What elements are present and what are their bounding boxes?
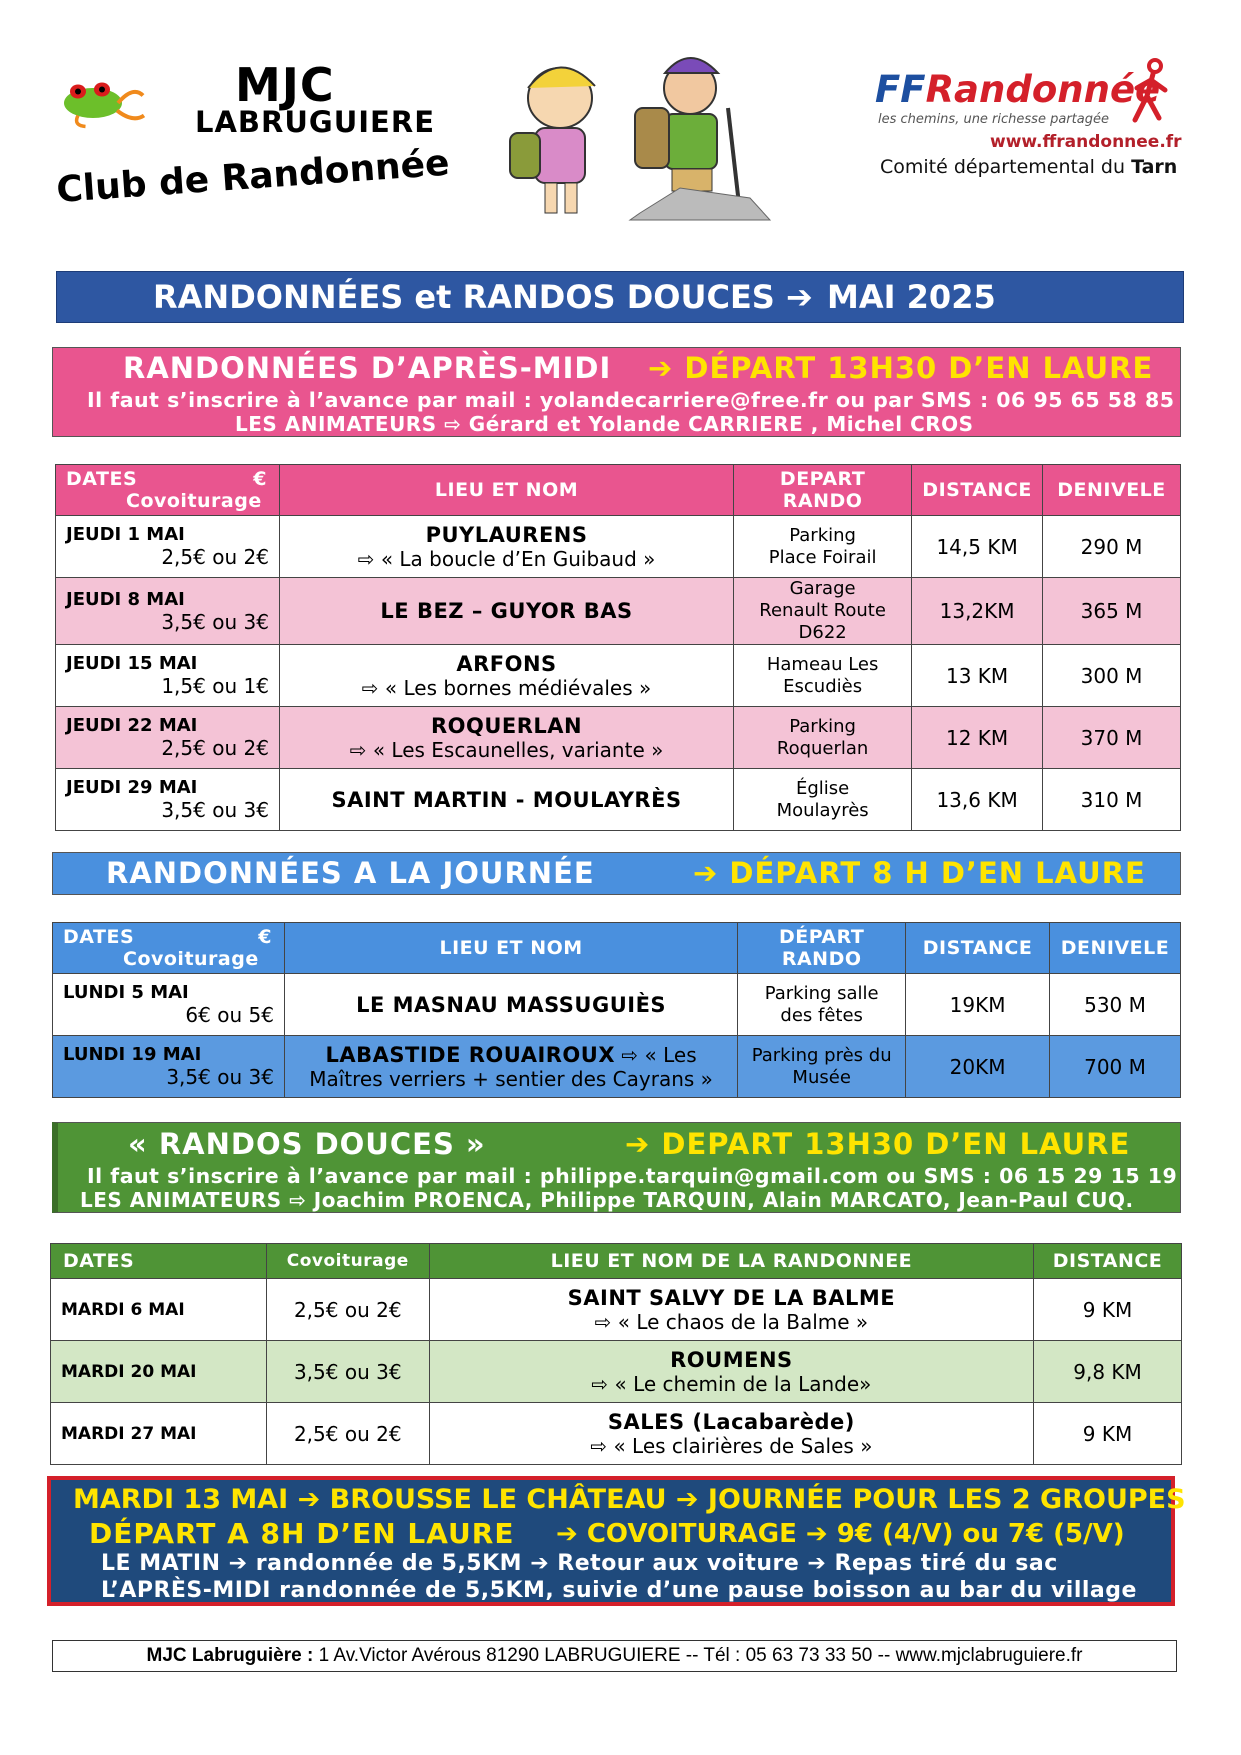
header-depart: DÉPART RANDO bbox=[738, 923, 906, 974]
special-line2a: DÉPART A 8H D’EN LAURE bbox=[89, 1517, 515, 1550]
special-line2b: ➔ COVOITURAGE ➔ 9€ (4/V) ou 7€ (5/V) bbox=[556, 1519, 1125, 1549]
header-lieu: LIEU ET NOM bbox=[284, 923, 737, 974]
table-row: JEUDI 8 MAI 3,5€ ou 3€ LE BEZ – GUYOR BAS Garage Renault Route D622 13,2KM 365 M bbox=[56, 578, 1181, 645]
douces-inscription: Il faut s’inscrire à l’avance par mail : philippe.tarquin@gmail.com ou SMS : 06 15 29 15 19 bbox=[87, 1164, 1178, 1188]
mjc-name: MJC bbox=[235, 58, 335, 112]
table-row: JEUDI 22 MAI 2,5€ ou 2€ ROQUERLAN ⇨ « Les Escaunelles, variante » Parking Roquerlan 12 KM 370 M bbox=[56, 707, 1181, 769]
special-line4: L’APRÈS-MIDI randonnée de 5,5KM, suivie d’une pause boisson au bar du village bbox=[101, 1578, 1137, 1603]
header-denivele: DENIVELE bbox=[1043, 465, 1181, 516]
special-line3: LE MATIN ➔ randonnée de 5,5KM ➔ Retour aux voiture ➔ Repas tiré du sac bbox=[101, 1551, 1058, 1576]
douces-depart: ➔ DEPART 13H30 D’EN LAURE bbox=[625, 1127, 1131, 1161]
footer-contact: 1 Av.Victor Avérous 81290 LABRUGUIERE -- Tél : 05 63 73 33 50 -- www.mjclabruguiere.fr bbox=[313, 1645, 1083, 1666]
ffrandonnee-walker-icon bbox=[1125, 58, 1175, 128]
footer-org: MJC Labruguière : bbox=[146, 1645, 314, 1666]
header-lieu: LIEU ET NOM DE LA RANDONNEE bbox=[429, 1244, 1033, 1279]
table-row: MARDI 20 MAI 3,5€ ou 3€ ROUMENS ⇨ « Le chemin de la Lande» 9,8 KM bbox=[51, 1341, 1182, 1403]
header-distance: DISTANCE bbox=[906, 923, 1050, 974]
apres-midi-inscription: Il faut s’inscrire à l’avance par mail : yolandecarriere@free.fr ou par SMS : 06 95 65 58 85 bbox=[87, 388, 1175, 412]
journee-title: RANDONNÉES A LA JOURNÉE bbox=[106, 856, 595, 890]
table-row: JEUDI 15 MAI 1,5€ ou 1€ ARFONS ⇨ « Les bornes médiévales » Hameau Les Escudiès 13 KM 300 M bbox=[56, 645, 1181, 707]
table-row: LUNDI 5 MAI 6€ ou 5€ LE MASNAU MASSUGUIÈS Parking salle des fêtes 19KM 530 M bbox=[53, 974, 1181, 1036]
table-row: JEUDI 1 MAI 2,5€ ou 2€ PUYLAURENS ⇨ « La boucle d’En Guibaud » Parking Place Foirail 14,5 KM 290 M bbox=[56, 516, 1181, 578]
header-denivele: DENIVELE bbox=[1050, 923, 1181, 974]
special-line1: MARDI 13 MAI ➔ BROUSSE LE CHÂTEAU ➔ JOURNÉE POUR LES 2 GROUPES bbox=[73, 1484, 1186, 1515]
apres-midi-table bbox=[55, 464, 1181, 831]
header-dates: DATES € Covoiturage bbox=[53, 923, 285, 974]
header-dates: DATES bbox=[51, 1244, 267, 1279]
apres-midi-section bbox=[52, 347, 1181, 437]
banner-month: MAI 2025 bbox=[827, 278, 996, 316]
header-distance: DISTANCE bbox=[1034, 1244, 1182, 1279]
apres-midi-depart: ➔ DÉPART 13H30 D’EN LAURE bbox=[648, 351, 1154, 385]
header-dates: DATES € Covoiturage bbox=[56, 465, 280, 516]
header-depart: DEPART RANDO bbox=[734, 465, 912, 516]
header-lieu: LIEU ET NOM bbox=[279, 465, 733, 516]
table-row: JEUDI 29 MAI 3,5€ ou 3€ SAINT MARTIN - MOULAYRÈS Église Moulayrès 13,6 KM 310 M bbox=[56, 769, 1181, 831]
journee-depart: ➔ DÉPART 8 H D’EN LAURE bbox=[693, 856, 1146, 890]
douces-table bbox=[50, 1243, 1182, 1465]
mjc-city: LABRUGUIERE bbox=[195, 105, 435, 139]
table-row: MARDI 27 MAI 2,5€ ou 2€ SALES (Lacabarède) ⇨ « Les clairières de Sales » 9 KM bbox=[51, 1403, 1182, 1465]
ffr-comite: Comité départemental du Tarn bbox=[880, 156, 1178, 178]
footer bbox=[52, 1640, 1177, 1672]
special-event-box bbox=[47, 1476, 1186, 1606]
banner-title: RANDONNÉES et RANDOS DOUCES ➔ bbox=[153, 278, 813, 316]
douces-animateurs: LES ANIMATEURS ⇨ Joachim PROENCA, Philippe TARQUIN, Alain MARCATO, Jean-Paul CUQ. bbox=[80, 1188, 1134, 1212]
apres-midi-title: RANDONNÉES D’APRÈS-MIDI bbox=[123, 351, 612, 385]
journee-section bbox=[52, 852, 1181, 895]
douces-title: « RANDOS DOUCES » bbox=[128, 1127, 486, 1161]
header-distance: DISTANCE bbox=[912, 465, 1043, 516]
club-title: Club de Randonnée bbox=[55, 142, 451, 211]
ffr-tagline: les chemins, une richesse partagée bbox=[878, 112, 1109, 127]
douces-section bbox=[52, 1122, 1181, 1213]
table-row: MARDI 6 MAI 2,5€ ou 2€ SAINT SALVY DE LA BALME ⇨ « Le chaos de la Balme » 9 KM bbox=[51, 1279, 1182, 1341]
ffr-url[interactable]: www.ffrandonnee.fr bbox=[990, 132, 1182, 152]
apres-midi-animateurs: LES ANIMATEURS ⇨ Gérard et Yolande CARRIERE , Michel CROS bbox=[235, 412, 974, 436]
frog-logo-icon bbox=[58, 48, 238, 158]
month-banner bbox=[56, 271, 1184, 323]
journee-table bbox=[52, 922, 1181, 1098]
table-row: LUNDI 19 MAI 3,5€ ou 3€ LABASTIDE ROUAIROUX ⇨ « Les Maîtres verriers + sentier des Cayrans » Parking près du Musée 20KM 700 M bbox=[53, 1036, 1181, 1098]
header-covoit: Covoiturage bbox=[266, 1244, 429, 1279]
ffrandonnee-logo: FFRandonnée bbox=[875, 68, 1161, 111]
hikers-illustration-icon bbox=[500, 48, 780, 223]
